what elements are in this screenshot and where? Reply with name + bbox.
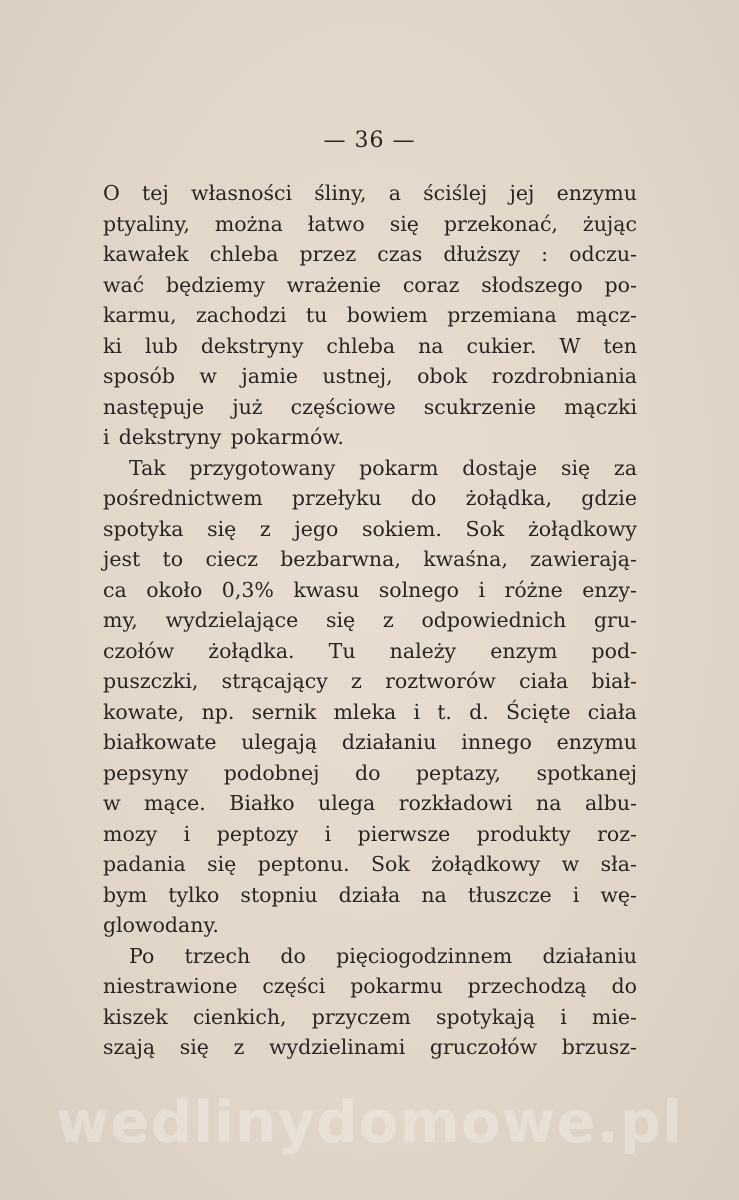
- word: różne: [504, 577, 563, 602]
- word: kwaśna,: [423, 547, 508, 571]
- word: i: [413, 699, 420, 724]
- word: żołądkowy: [431, 852, 541, 876]
- word: częściowe: [290, 394, 396, 419]
- word: jego: [294, 516, 339, 541]
- word: ciała: [587, 699, 637, 724]
- word: gru-: [593, 608, 637, 632]
- text-line: [103, 727, 637, 758]
- word: Ścięte: [505, 699, 571, 724]
- word: albu-: [584, 791, 637, 815]
- word: się: [325, 608, 356, 632]
- word: następuje: [103, 394, 205, 419]
- word: 0,3%: [221, 577, 274, 602]
- word: chleba: [209, 242, 279, 266]
- word: przyczem: [311, 1004, 411, 1029]
- word: należy: [389, 638, 457, 663]
- word: żołądkowy: [527, 516, 637, 541]
- text-line: [103, 453, 637, 484]
- word: solnego: [378, 577, 459, 602]
- word: żołądka.: [208, 638, 295, 663]
- word: będziemy: [166, 272, 265, 297]
- word: puszczki,: [103, 669, 199, 693]
- word: tylko: [168, 882, 220, 907]
- word: mączki: [564, 394, 637, 419]
- word: żołądka,: [465, 486, 552, 510]
- text-line: [103, 819, 637, 850]
- word: ustnej,: [322, 364, 393, 388]
- page-number: — 36 —: [323, 128, 416, 153]
- word: się: [179, 1035, 209, 1059]
- word: ciecz: [205, 547, 258, 571]
- text-line: [103, 270, 637, 301]
- word: pierwsze: [357, 821, 451, 846]
- text-line: [103, 575, 637, 606]
- word: padania: [103, 852, 186, 876]
- word: enzym: [490, 638, 558, 663]
- word: peptozy: [216, 821, 299, 846]
- word: pośrednictwem: [103, 486, 263, 510]
- word: mleka: [333, 699, 397, 724]
- text-line: [103, 910, 637, 941]
- word: sła-: [600, 852, 637, 876]
- word: się: [207, 852, 237, 876]
- word: ściślej: [423, 181, 488, 205]
- word: jej: [509, 181, 535, 205]
- word: glowodany.: [103, 913, 219, 937]
- word: spotykają: [436, 1004, 536, 1029]
- text-line: [103, 605, 637, 636]
- word: można: [214, 211, 283, 236]
- word: Tu: [328, 638, 356, 663]
- text-line: [103, 971, 637, 1002]
- word: Sok: [465, 516, 505, 541]
- word: gdzie: [581, 486, 637, 510]
- word: :: [541, 242, 549, 266]
- word: czas: [377, 242, 423, 266]
- text-line: [103, 1032, 637, 1063]
- word: kiszek: [103, 1004, 168, 1029]
- text-line: [103, 361, 637, 392]
- word: mącz-: [576, 303, 637, 327]
- text-line: [103, 636, 637, 667]
- word: działaniu: [341, 730, 437, 754]
- text-line: [103, 880, 637, 911]
- word: tłuszcze: [467, 882, 552, 907]
- text-line: [103, 666, 637, 697]
- word: enzymu: [556, 730, 637, 754]
- word: szają: [103, 1035, 156, 1059]
- word: bezbarwna,: [280, 547, 401, 571]
- word: ptyaliny,: [103, 211, 190, 236]
- word: łatwo: [307, 211, 365, 236]
- word: podobnej: [223, 760, 320, 785]
- word: tu: [305, 303, 328, 327]
- word: niestrawione: [103, 974, 238, 998]
- word: roz-: [597, 821, 637, 846]
- watermark: wedlinydomowe.pl: [55, 1088, 684, 1156]
- word: scukrzenie: [423, 394, 536, 419]
- text-line: [103, 331, 637, 362]
- word: W: [559, 333, 581, 358]
- word: wydzielinami: [268, 1035, 406, 1059]
- word: ciała: [519, 669, 569, 693]
- text-line: [103, 239, 637, 270]
- word: strącający: [221, 669, 328, 693]
- word: z: [382, 608, 394, 632]
- text-line: [103, 300, 637, 331]
- word: spotyka: [103, 516, 184, 541]
- text-line: [103, 209, 637, 240]
- word: za: [613, 455, 637, 480]
- word: do: [280, 943, 306, 968]
- word: jest: [103, 547, 141, 571]
- word: w: [103, 791, 121, 815]
- word: i: [324, 821, 332, 846]
- word: biał-: [591, 669, 637, 693]
- word: karmu,: [103, 303, 177, 327]
- word: przemiana: [447, 303, 557, 327]
- word: kawałek: [103, 242, 189, 266]
- word: do: [611, 974, 637, 998]
- word: z: [259, 516, 271, 541]
- word: białkowate: [103, 730, 217, 754]
- word: śliny,: [314, 181, 367, 205]
- text-line: [103, 1002, 637, 1033]
- word: przygotowany: [189, 455, 336, 480]
- word: ki: [103, 333, 122, 358]
- text-line: [103, 392, 637, 423]
- word: pepsyny: [103, 760, 189, 785]
- word: pokarmów.: [230, 425, 344, 449]
- word: pokarm: [359, 455, 439, 480]
- word: się: [389, 211, 419, 236]
- word: enzy-: [582, 577, 637, 602]
- word: na: [418, 333, 444, 358]
- word: pięciogodzinnem: [336, 943, 513, 968]
- word: d.: [469, 699, 489, 724]
- text-line: [103, 544, 637, 575]
- word: żując: [582, 211, 637, 236]
- word: zachodzi: [195, 303, 287, 327]
- word: chleba: [326, 333, 396, 358]
- word: wrażenie: [286, 272, 382, 297]
- word: tej: [142, 181, 169, 205]
- word: działa: [338, 882, 401, 907]
- word: i: [572, 882, 580, 907]
- word: przez: [299, 242, 357, 266]
- word: przechodzą: [467, 974, 587, 998]
- text-line: [103, 697, 637, 728]
- word: Sok: [371, 852, 410, 876]
- word: się: [560, 455, 591, 480]
- word: w: [561, 852, 580, 876]
- word: rozdrobniania: [491, 364, 637, 388]
- word: Tak: [129, 455, 166, 480]
- word: odpowiednich: [421, 608, 567, 632]
- text-line: [103, 514, 637, 545]
- word: ten: [603, 333, 637, 358]
- word: cienkich,: [193, 1004, 287, 1029]
- word: coraz: [402, 272, 460, 297]
- text-line: [103, 422, 637, 453]
- word: dostaje: [462, 455, 538, 480]
- word: mie-: [591, 1004, 637, 1029]
- word: produkty: [476, 821, 571, 846]
- word: się: [207, 516, 237, 541]
- word: spotkanej: [536, 760, 637, 785]
- word: i: [183, 821, 191, 846]
- word: części: [262, 974, 326, 998]
- word: na: [421, 882, 447, 907]
- word: około: [146, 577, 203, 602]
- word: lub: [144, 333, 178, 358]
- word: wydzielające: [165, 608, 299, 632]
- word: sokiem.: [361, 516, 442, 541]
- word: bowiem: [346, 303, 428, 327]
- word: po-: [604, 272, 637, 297]
- word: t.: [437, 699, 452, 724]
- word: kwasu: [293, 577, 360, 602]
- word: ulega: [318, 791, 376, 815]
- text-line: [103, 178, 637, 209]
- word: w: [199, 364, 217, 388]
- word: przełyku: [291, 486, 382, 510]
- word: mozy: [103, 821, 158, 846]
- body-text: [103, 178, 637, 1063]
- word: własności: [190, 181, 293, 205]
- word: wę-: [600, 882, 637, 907]
- word: zawierają-: [530, 547, 637, 571]
- word: roztworów: [385, 669, 496, 693]
- word: i: [103, 425, 110, 449]
- word: do: [410, 486, 437, 510]
- text-line: [103, 941, 637, 972]
- word: do: [354, 760, 381, 785]
- word: dekstryny: [200, 333, 304, 358]
- word: innego: [461, 730, 532, 754]
- word: rozkładowi: [398, 791, 513, 815]
- word: wać: [103, 272, 145, 297]
- word: cukier.: [466, 333, 537, 358]
- word: dłuższy: [443, 242, 521, 266]
- text-line: [103, 483, 637, 514]
- word: O: [103, 181, 120, 205]
- word: sposób: [103, 364, 175, 388]
- word: dekstryny: [118, 425, 222, 449]
- word: czołów: [103, 638, 175, 663]
- word: słodszego: [481, 272, 583, 297]
- word: jamie: [241, 364, 299, 388]
- word: mące.: [144, 791, 206, 815]
- word: np.: [201, 699, 235, 724]
- word: gruczołów: [429, 1035, 538, 1059]
- word: z: [351, 669, 362, 693]
- word: na: [536, 791, 562, 815]
- word: już: [232, 394, 263, 419]
- word: trzech: [184, 943, 251, 968]
- word: kowate,: [103, 699, 185, 724]
- word: obok: [417, 364, 468, 388]
- text-line: [103, 788, 637, 819]
- word: sernik: [251, 699, 317, 724]
- word: pokarmu: [350, 974, 443, 998]
- word: przekonać,: [443, 211, 558, 236]
- word: enzymu: [556, 181, 637, 205]
- word: to: [162, 547, 184, 571]
- word: ulegają: [241, 730, 318, 754]
- word: Białko: [229, 791, 295, 815]
- word: stopniu: [240, 882, 318, 907]
- word: odczu-: [569, 242, 637, 266]
- word: bym: [103, 882, 148, 907]
- word: i: [560, 1004, 567, 1029]
- word: pod-: [591, 638, 637, 663]
- word: a: [388, 181, 401, 205]
- word: z: [233, 1035, 245, 1059]
- word: i: [478, 577, 486, 602]
- word: my,: [103, 608, 138, 632]
- text-line: [103, 758, 637, 789]
- word: peptonu.: [257, 852, 350, 876]
- word: brzusz-: [561, 1035, 637, 1059]
- text-line: [103, 849, 637, 880]
- word: peptazy,: [415, 760, 501, 785]
- word: działaniu: [542, 943, 637, 968]
- word: Po: [129, 943, 155, 968]
- word: ca: [103, 577, 127, 602]
